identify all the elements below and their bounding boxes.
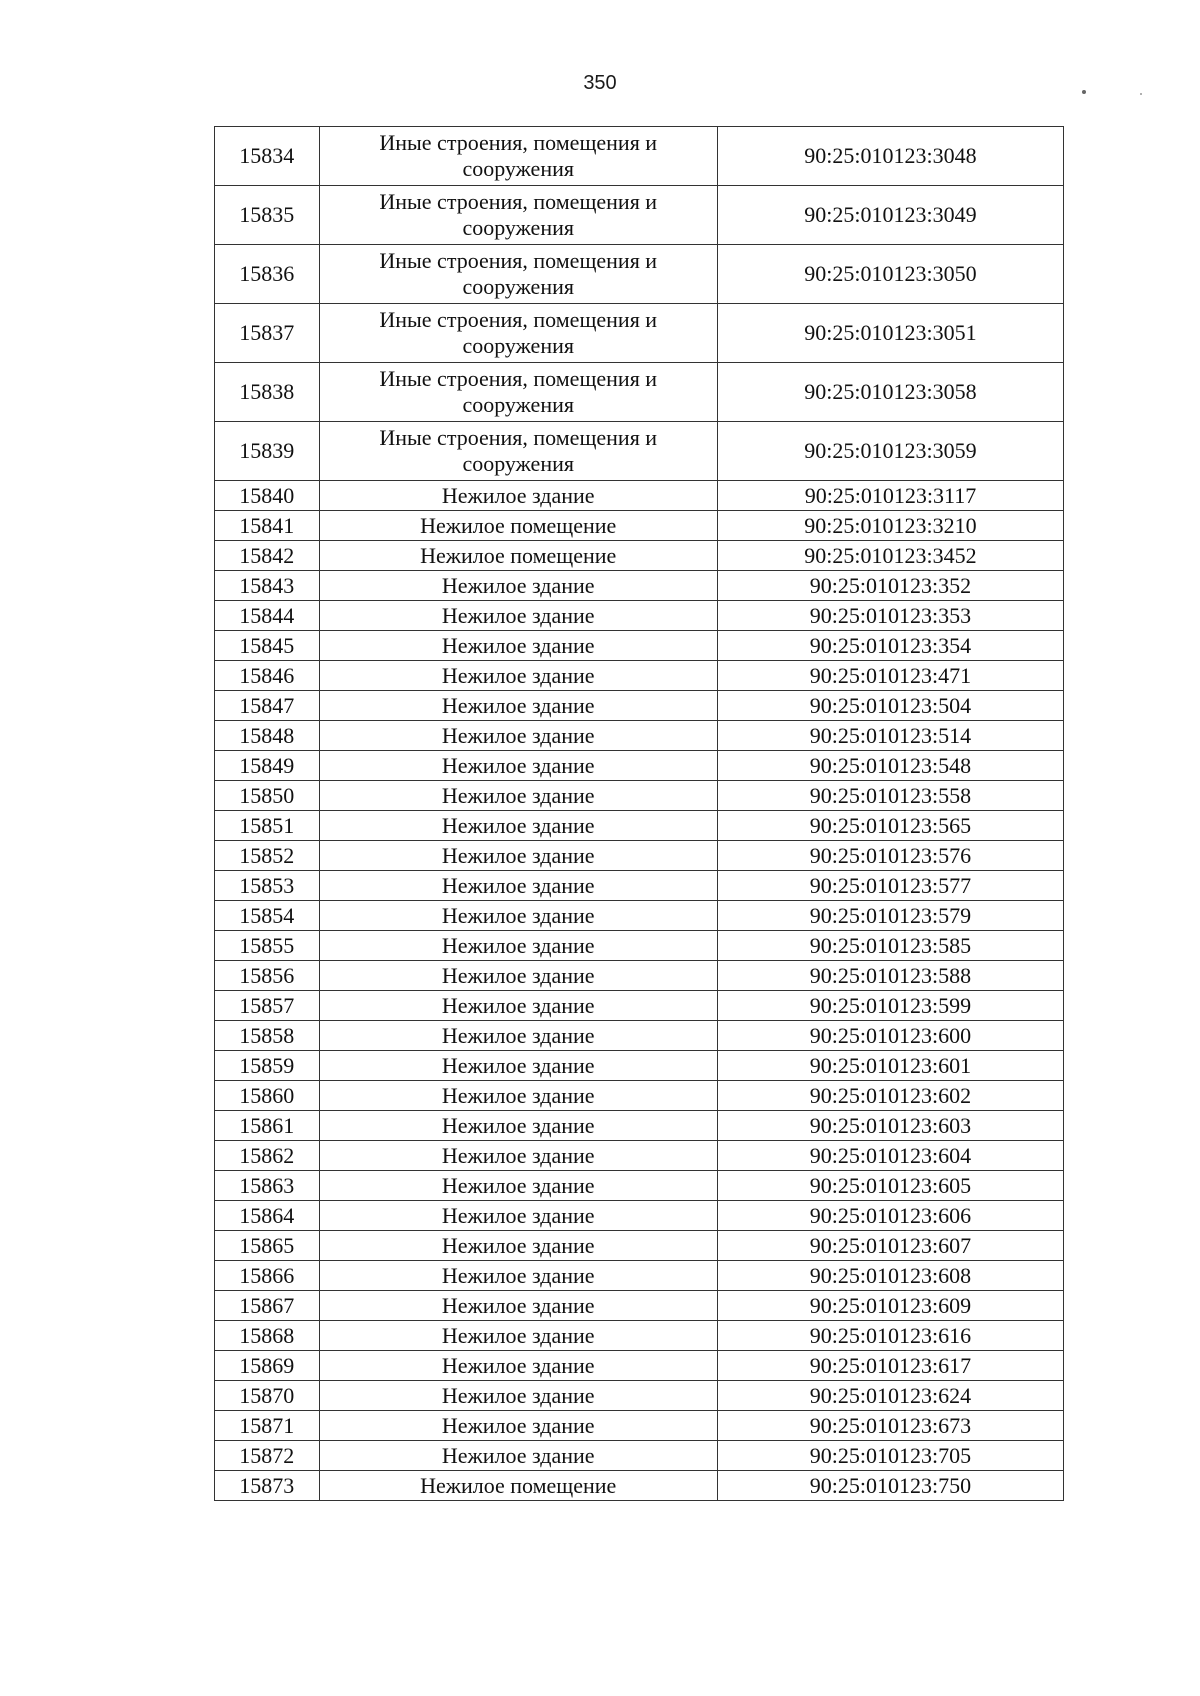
table-row bbox=[215, 841, 1064, 871]
object-type-cell: Нежилое здание bbox=[319, 1291, 717, 1321]
cadastral-number-cell: 90:25:010123:577 bbox=[717, 871, 1063, 901]
cadastral-number-cell: 90:25:010123:3058 bbox=[717, 363, 1063, 422]
row-number-cell: 15841 bbox=[215, 511, 320, 541]
object-type-cell: Нежилое здание bbox=[319, 1381, 717, 1411]
object-type-cell: Нежилое здание bbox=[319, 961, 717, 991]
cadastral-number-cell: 90:25:010123:604 bbox=[717, 1141, 1063, 1171]
table-row bbox=[215, 961, 1064, 991]
row-number-cell: 15852 bbox=[215, 841, 320, 871]
table-row bbox=[215, 422, 1064, 481]
cadastral-number-cell: 90:25:010123:3117 bbox=[717, 481, 1063, 511]
cadastral-number-cell: 90:25:010123:576 bbox=[717, 841, 1063, 871]
cadastral-number-cell: 90:25:010123:353 bbox=[717, 601, 1063, 631]
object-type-cell: Нежилое здание bbox=[319, 901, 717, 931]
cadastral-number-cell: 90:25:010123:601 bbox=[717, 1051, 1063, 1081]
cadastral-number-cell: 90:25:010123:600 bbox=[717, 1021, 1063, 1051]
table-row bbox=[215, 1291, 1064, 1321]
cadastral-number-cell: 90:25:010123:750 bbox=[717, 1471, 1063, 1501]
object-type-cell: Нежилое здание bbox=[319, 1081, 717, 1111]
table-row bbox=[215, 127, 1064, 186]
object-type-cell: Нежилое здание bbox=[319, 1411, 717, 1441]
object-type-cell: Нежилое здание bbox=[319, 601, 717, 631]
cadastral-number-cell: 90:25:010123:624 bbox=[717, 1381, 1063, 1411]
object-type-cell: Иные строения, помещения и сооружения bbox=[319, 127, 717, 186]
cadastral-number-cell: 90:25:010123:609 bbox=[717, 1291, 1063, 1321]
row-number-cell: 15867 bbox=[215, 1291, 320, 1321]
cadastral-number-cell: 90:25:010123:602 bbox=[717, 1081, 1063, 1111]
table-row bbox=[215, 721, 1064, 751]
cadastral-number-cell: 90:25:010123:579 bbox=[717, 901, 1063, 931]
object-type-cell: Нежилое здание bbox=[319, 1351, 717, 1381]
cadastral-number-cell: 90:25:010123:617 bbox=[717, 1351, 1063, 1381]
row-number-cell: 15868 bbox=[215, 1321, 320, 1351]
cadastral-number-cell: 90:25:010123:588 bbox=[717, 961, 1063, 991]
row-number-cell: 15849 bbox=[215, 751, 320, 781]
object-type-cell: Нежилое здание bbox=[319, 751, 717, 781]
object-type-cell: Нежилое здание bbox=[319, 1141, 717, 1171]
object-type-cell: Иные строения, помещения и сооружения bbox=[319, 245, 717, 304]
row-number-cell: 15860 bbox=[215, 1081, 320, 1111]
table-row bbox=[215, 811, 1064, 841]
row-number-cell: 15871 bbox=[215, 1411, 320, 1441]
page-number: 350 bbox=[583, 72, 617, 94]
row-number-cell: 15870 bbox=[215, 1381, 320, 1411]
table-row bbox=[215, 1441, 1064, 1471]
object-type-cell: Нежилое здание bbox=[319, 1321, 717, 1351]
cadastral-number-cell: 90:25:010123:514 bbox=[717, 721, 1063, 751]
row-number-cell: 15847 bbox=[215, 691, 320, 721]
row-number-cell: 15873 bbox=[215, 1471, 320, 1501]
object-type-cell: Иные строения, помещения и сооружения bbox=[319, 304, 717, 363]
table-row bbox=[215, 751, 1064, 781]
cadastral-number-cell: 90:25:010123:548 bbox=[717, 751, 1063, 781]
row-number-cell: 15866 bbox=[215, 1261, 320, 1291]
row-number-cell: 15843 bbox=[215, 571, 320, 601]
object-type-cell: Нежилое здание bbox=[319, 661, 717, 691]
table-row bbox=[215, 1171, 1064, 1201]
cadastral-number-cell: 90:25:010123:3452 bbox=[717, 541, 1063, 571]
cadastral-number-cell: 90:25:010123:3051 bbox=[717, 304, 1063, 363]
cadastral-number-cell: 90:25:010123:585 bbox=[717, 931, 1063, 961]
row-number-cell: 15856 bbox=[215, 961, 320, 991]
object-type-cell: Нежилое здание bbox=[319, 631, 717, 661]
registry-table bbox=[214, 126, 1064, 1501]
table-row bbox=[215, 1261, 1064, 1291]
row-number-cell: 15857 bbox=[215, 991, 320, 1021]
row-number-cell: 15842 bbox=[215, 541, 320, 571]
table-row bbox=[215, 481, 1064, 511]
table-row bbox=[215, 1081, 1064, 1111]
cadastral-number-cell: 90:25:010123:605 bbox=[717, 1171, 1063, 1201]
table-row bbox=[215, 1141, 1064, 1171]
table-row bbox=[215, 1321, 1064, 1351]
row-number-cell: 15846 bbox=[215, 661, 320, 691]
row-number-cell: 15838 bbox=[215, 363, 320, 422]
cadastral-number-cell: 90:25:010123:608 bbox=[717, 1261, 1063, 1291]
cadastral-number-cell: 90:25:010123:3049 bbox=[717, 186, 1063, 245]
object-type-cell: Иные строения, помещения и сооружения bbox=[319, 363, 717, 422]
object-type-cell: Нежилое здание bbox=[319, 1051, 717, 1081]
table-row bbox=[215, 304, 1064, 363]
object-type-cell: Нежилое здание bbox=[319, 571, 717, 601]
scan-speck bbox=[1082, 90, 1086, 94]
row-number-cell: 15840 bbox=[215, 481, 320, 511]
cadastral-number-cell: 90:25:010123:3059 bbox=[717, 422, 1063, 481]
object-type-cell: Нежилое помещение bbox=[319, 511, 717, 541]
table-row bbox=[215, 1381, 1064, 1411]
table-row bbox=[215, 871, 1064, 901]
row-number-cell: 15839 bbox=[215, 422, 320, 481]
cadastral-number-cell: 90:25:010123:352 bbox=[717, 571, 1063, 601]
object-type-cell: Нежилое здание bbox=[319, 1021, 717, 1051]
row-number-cell: 15869 bbox=[215, 1351, 320, 1381]
table-row bbox=[215, 1471, 1064, 1501]
cadastral-number-cell: 90:25:010123:471 bbox=[717, 661, 1063, 691]
table-row bbox=[215, 1051, 1064, 1081]
cadastral-number-cell: 90:25:010123:3048 bbox=[717, 127, 1063, 186]
row-number-cell: 15864 bbox=[215, 1201, 320, 1231]
cadastral-number-cell: 90:25:010123:616 bbox=[717, 1321, 1063, 1351]
object-type-cell: Нежилое здание bbox=[319, 721, 717, 751]
object-type-cell: Нежилое здание bbox=[319, 1111, 717, 1141]
table-row bbox=[215, 363, 1064, 422]
row-number-cell: 15837 bbox=[215, 304, 320, 363]
table-row bbox=[215, 511, 1064, 541]
cadastral-number-cell: 90:25:010123:603 bbox=[717, 1111, 1063, 1141]
row-number-cell: 15850 bbox=[215, 781, 320, 811]
row-number-cell: 15835 bbox=[215, 186, 320, 245]
cadastral-number-cell: 90:25:010123:354 bbox=[717, 631, 1063, 661]
cadastral-number-cell: 90:25:010123:504 bbox=[717, 691, 1063, 721]
cadastral-number-cell: 90:25:010123:3210 bbox=[717, 511, 1063, 541]
table-row bbox=[215, 571, 1064, 601]
table-row bbox=[215, 781, 1064, 811]
object-type-cell: Иные строения, помещения и сооружения bbox=[319, 422, 717, 481]
row-number-cell: 15861 bbox=[215, 1111, 320, 1141]
row-number-cell: 15858 bbox=[215, 1021, 320, 1051]
object-type-cell: Нежилое здание bbox=[319, 811, 717, 841]
object-type-cell: Нежилое здание bbox=[319, 841, 717, 871]
object-type-cell: Нежилое здание bbox=[319, 1201, 717, 1231]
row-number-cell: 15848 bbox=[215, 721, 320, 751]
table-row bbox=[215, 691, 1064, 721]
object-type-cell: Нежилое здание bbox=[319, 1171, 717, 1201]
row-number-cell: 15836 bbox=[215, 245, 320, 304]
table-row bbox=[215, 1021, 1064, 1051]
object-type-cell: Нежилое здание bbox=[319, 1231, 717, 1261]
object-type-cell: Нежилое помещение bbox=[319, 541, 717, 571]
object-type-cell: Нежилое помещение bbox=[319, 1471, 717, 1501]
object-type-cell: Нежилое здание bbox=[319, 481, 717, 511]
table-row bbox=[215, 901, 1064, 931]
row-number-cell: 15863 bbox=[215, 1171, 320, 1201]
row-number-cell: 15844 bbox=[215, 601, 320, 631]
object-type-cell: Нежилое здание bbox=[319, 931, 717, 961]
cadastral-number-cell: 90:25:010123:558 bbox=[717, 781, 1063, 811]
cadastral-number-cell: 90:25:010123:565 bbox=[717, 811, 1063, 841]
row-number-cell: 15854 bbox=[215, 901, 320, 931]
row-number-cell: 15872 bbox=[215, 1441, 320, 1471]
object-type-cell: Нежилое здание bbox=[319, 781, 717, 811]
row-number-cell: 15855 bbox=[215, 931, 320, 961]
table-row bbox=[215, 186, 1064, 245]
table-row bbox=[215, 661, 1064, 691]
table-row bbox=[215, 1411, 1064, 1441]
object-type-cell: Нежилое здание bbox=[319, 991, 717, 1021]
table-row bbox=[215, 991, 1064, 1021]
table-row bbox=[215, 601, 1064, 631]
object-type-cell: Нежилое здание bbox=[319, 1261, 717, 1291]
row-number-cell: 15862 bbox=[215, 1141, 320, 1171]
row-number-cell: 15865 bbox=[215, 1231, 320, 1261]
row-number-cell: 15834 bbox=[215, 127, 320, 186]
row-number-cell: 15845 bbox=[215, 631, 320, 661]
object-type-cell: Иные строения, помещения и сооружения bbox=[319, 186, 717, 245]
table-row bbox=[215, 541, 1064, 571]
cadastral-number-cell: 90:25:010123:3050 bbox=[717, 245, 1063, 304]
cadastral-number-cell: 90:25:010123:606 bbox=[717, 1201, 1063, 1231]
object-type-cell: Нежилое здание bbox=[319, 691, 717, 721]
object-type-cell: Нежилое здание bbox=[319, 871, 717, 901]
scan-speck bbox=[1140, 93, 1142, 95]
row-number-cell: 15859 bbox=[215, 1051, 320, 1081]
row-number-cell: 15851 bbox=[215, 811, 320, 841]
table-row bbox=[215, 245, 1064, 304]
table-row bbox=[215, 1111, 1064, 1141]
object-type-cell: Нежилое здание bbox=[319, 1441, 717, 1471]
table-row bbox=[215, 1201, 1064, 1231]
table-row bbox=[215, 1231, 1064, 1261]
registry-table-body bbox=[215, 127, 1064, 1501]
cadastral-number-cell: 90:25:010123:607 bbox=[717, 1231, 1063, 1261]
row-number-cell: 15853 bbox=[215, 871, 320, 901]
cadastral-number-cell: 90:25:010123:705 bbox=[717, 1441, 1063, 1471]
cadastral-number-cell: 90:25:010123:673 bbox=[717, 1411, 1063, 1441]
table-row bbox=[215, 1351, 1064, 1381]
table-row bbox=[215, 931, 1064, 961]
table-row bbox=[215, 631, 1064, 661]
cadastral-number-cell: 90:25:010123:599 bbox=[717, 991, 1063, 1021]
